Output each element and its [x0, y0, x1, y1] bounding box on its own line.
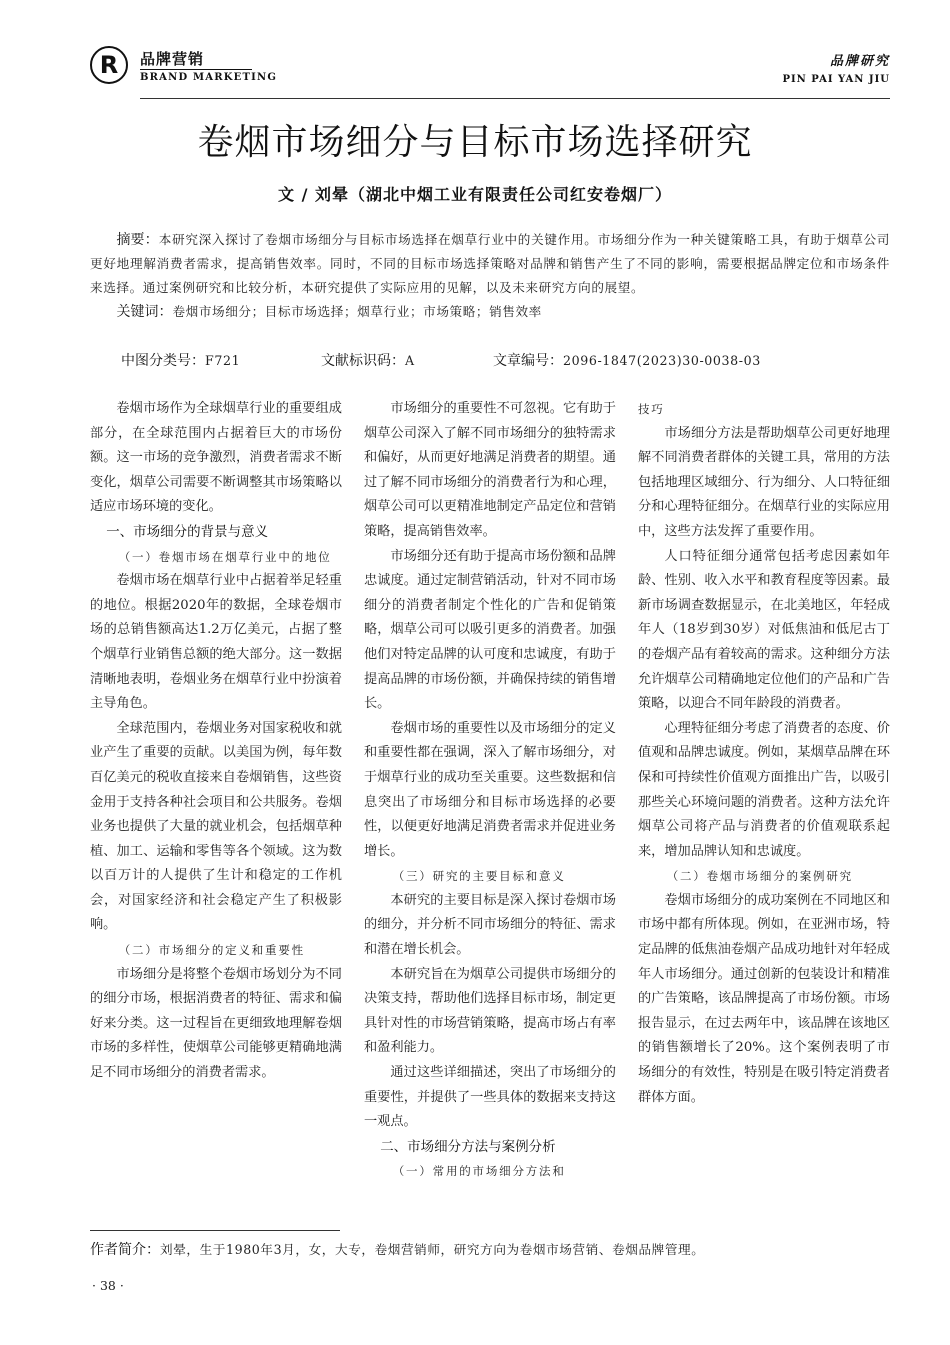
paragraph: 全球范围内，卷烟业务对国家税收和就业产生了重要的贡献。以美国为例，每年数百亿美元的税收直接来自卷烟销售，这些资金用于支持各种社会项目和公共服务。卷烟业务也提供了大量的就业机会，包括烟草种植、加工、运输和零售等各个领域。这为数以百万计的人提供了生计和稳定的工作机会，对国家经济和社会稳定产生了积极影响。	[90, 720, 342, 933]
paragraph: 心理特征细分考虑了消费者的态度、价值观和品牌忠诚度。例如，某烟草品牌在环保和可持续性价值观方面推出广告，以吸引那些关心环境问题的消费者。这种方法允许烟草公司将产品与消费者的价值观联系起来，增加品牌认知和忠诚度。	[638, 720, 890, 859]
doc-code	[321, 350, 415, 370]
paragraph: 本研究的主要目标是深入探讨卷烟市场的细分，并分析不同市场细分的特征、需求和潜在增长机会。	[364, 892, 616, 958]
paragraph: 卷烟市场的重要性以及市场细分的定义和重要性都在强调，深入了解市场细分，对于烟草行业的成功至关重要。这些数据和信息突出了市场细分和目标市场选择的必要性，以便更好地满足消费者需求并促进业务增长。	[364, 720, 616, 859]
clc-label: 中图分类号：	[121, 353, 205, 369]
subsection-heading: （一）常用的市场细分方法和	[392, 1164, 566, 1179]
section-heading: 一、市场细分的背景与意义	[106, 523, 269, 540]
clc-number	[121, 350, 240, 370]
brand-divider	[140, 69, 252, 70]
paragraph: 卷烟市场细分的成功案例在不同地区和市场中都有所体现。例如，在亚洲市场，特定品牌的低焦油卷烟产品成功地针对年轻成年人市场细分。通过创新的包装设计和精准的广告策略，该品牌提高了市场份额。市场报告显示，在过去两年中，该品牌在该地区的销售额增长了20%。这个案例表明了市场细分的有效性，特别是在吸引特定消费者群体方面。	[638, 892, 890, 1105]
article-byline: 文 / 刘晕（湖北中烟工业有限责任公司红安卷烟厂）	[278, 185, 672, 204]
article-label: 文章编号：	[493, 353, 563, 369]
section-brand-cn: 品牌营销	[140, 50, 205, 68]
author-bio-text: 刘晕，生于1980年3月，女，大专，卷烟营销师，研究方向为卷烟市场营销、卷烟品牌管理。	[160, 1242, 705, 1257]
section-brand-en: BRAND MARKETING	[140, 72, 278, 83]
paragraph: 市场细分还有助于提高市场份额和品牌忠诚度。通过定制营销活动，针对不同市场细分的消费者制定个性化的广告和促销策略，烟草公司可以吸引更多的消费者。加强他们对特定品牌的认可度和忠诚度，有助于提高品牌的市场份额，并确保持续的销售增长。	[364, 548, 616, 712]
article-title: 卷烟市场细分与目标市场选择研究	[197, 122, 753, 163]
header-rule	[140, 98, 890, 99]
page-header	[90, 44, 890, 94]
doc-label: 文献标识码：	[321, 353, 405, 369]
column-name-cn: 品牌研究	[829, 54, 890, 69]
article-value: 2096-1847(2023)30-0038-03	[563, 353, 761, 368]
author-bio-label: 作者简介：	[90, 1242, 160, 1258]
paragraph: 市场细分是将整个卷烟市场划分为不同的细分市场，根据消费者的特征、需求和偏好来分类。这一过程旨在更细致地理解卷烟市场的多样性，使烟草公司能够更精确地满足不同市场细分的消费者需求。	[90, 966, 342, 1081]
subsection-heading: （二）卷烟市场细分的案例研究	[666, 869, 853, 884]
paragraph: 本研究旨在为烟草公司提供市场细分的决策支持，帮助他们选择目标市场，制定更具针对性的市场营销策略，提高市场占有率和盈利能力。	[364, 966, 616, 1056]
body-column-3	[638, 397, 890, 1110]
registered-logo-icon	[90, 46, 128, 84]
abstract-paragraph	[90, 228, 890, 300]
author-bio	[90, 1240, 890, 1260]
page-number: · 38 ·	[92, 1278, 124, 1293]
subsection-heading: （二）市场细分的定义和重要性	[118, 943, 305, 958]
column-name-en: PIN PAI YAN JIU	[782, 74, 890, 85]
body-column-1	[90, 397, 342, 1086]
subsection-heading: （一）卷烟市场在烟草行业中的地位	[118, 549, 332, 564]
footnote-rule	[90, 1230, 340, 1231]
subsection-heading: （三）研究的主要目标和意义	[392, 869, 566, 884]
paragraph: 通过这些详细描述，突出了市场细分的重要性，并提供了一些具体的数据来支持这一观点。	[364, 1065, 616, 1130]
clc-value: F721	[205, 353, 241, 368]
keywords-label: 关键词：	[116, 304, 173, 320]
abstract-label: 摘要：	[116, 232, 159, 248]
section-heading: 二、市场细分方法与案例分析	[380, 1138, 556, 1155]
article-number	[493, 350, 761, 370]
abstract-block	[90, 228, 890, 324]
logo-letter: R	[99, 51, 119, 79]
doc-value: A	[405, 353, 415, 368]
paragraph: 市场细分的重要性不可忽视。它有助于烟草公司深入了解不同市场细分的独特需求和偏好，从而更好地满足消费者的期望。通过了解不同市场细分的消费者行为和心理，烟草公司可以更精准地制定产品定位和营销策略，提高销售效率。	[364, 401, 616, 539]
paragraph: 人口特征细分通常包括考虑因素如年龄、性别、收入水平和教育程度等因素。最新市场调查数据显示，在北美地区，年轻成年人（18岁到30岁）对低焦油和低尼古丁的卷烟产品有着较高的需求。这种细分方法允许烟草公司精确地定位他们的产品和广告策略，以迎合不同年龄段的消费者。	[638, 548, 890, 712]
paragraph: 卷烟市场作为全球烟草行业的重要组成部分，在全球范围内占据着巨大的市场份额。这一市场的竞争激烈，消费者需求不断变化，烟草公司需要不断调整其市场策略以适应市场环境的变化。	[90, 401, 342, 515]
keywords-text: 卷烟市场细分；目标市场选择；烟草行业；市场策略；销售效率	[172, 304, 542, 319]
keywords-line	[90, 300, 890, 324]
paragraph: 市场细分方法是帮助烟草公司更好地理解不同消费者群体的关键工具，常用的方法包括地理区域细分、行为细分、人口特征细分和心理特征细分。在烟草行业的实际应用中，这些方法发挥了重要作用。	[638, 425, 890, 539]
subsection-heading-continued: 技巧	[638, 402, 665, 416]
paragraph: 卷烟市场在烟草行业中占据着举足轻重的地位。根据2020年的数据，全球卷烟市场的总销售额高达1.2万亿美元，占据了整个烟草行业销售总额的绝大部分。这一数据清晰地表明，卷烟业务在烟草行业中扮演着主导角色。	[90, 573, 342, 712]
body-column-2	[364, 397, 616, 1184]
abstract-text: 本研究深入探讨了卷烟市场细分与目标市场选择在烟草行业中的关键作用。市场细分作为一种关键策略工具，有助于烟草公司更好地理解消费者需求，提高销售效率。同时，不同的目标市场选择策略对品牌和销售产生了不同的影响，需要根据品牌定位和市场条件来选择。通过案例研究和比较分析，本研究提供了实际应用的见解，以及未来研究方向的展望。	[90, 232, 891, 295]
